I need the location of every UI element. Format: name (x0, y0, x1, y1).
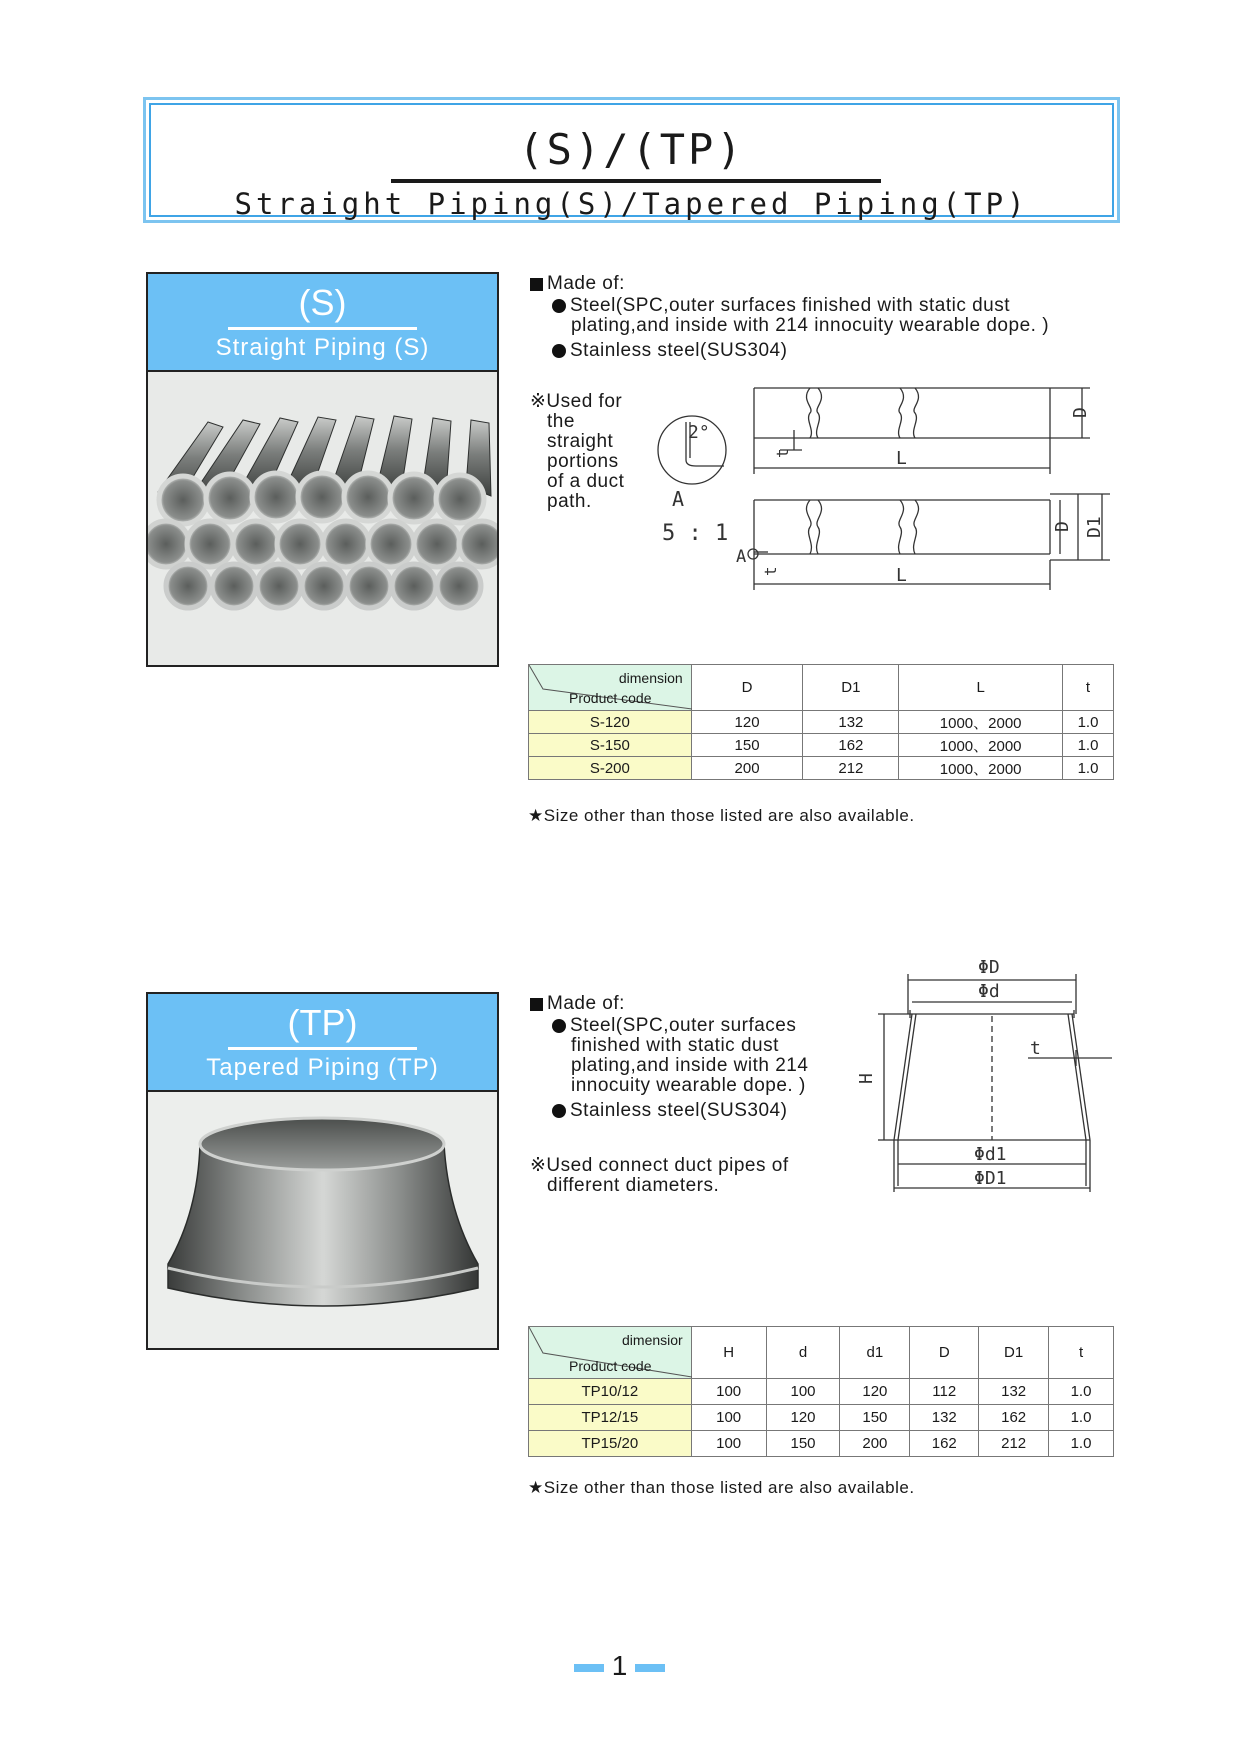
table-corner-s (529, 665, 692, 711)
dim-phi-d1-lower: Φd1 (974, 1144, 1007, 1165)
dim-phi-d-upper: ΦD (978, 957, 1000, 978)
corner-dimension-s: dimension (618, 670, 683, 686)
dim-d1: D1 (1084, 516, 1105, 538)
table-header: L (899, 665, 1063, 711)
page-title: (S)/(TP) (518, 125, 745, 174)
table-header: t (1063, 665, 1114, 711)
table-header: D1 (803, 665, 899, 711)
product-card-s-header (148, 274, 497, 372)
table-cell: 200 (840, 1431, 910, 1457)
table-cell: 112 (910, 1379, 979, 1405)
table-row (529, 1405, 1114, 1431)
size-note-s: ★Size other than those listed are also available. (528, 806, 915, 825)
dim-t-2: t (761, 566, 780, 576)
material-tp-1d: innocuity wearable dope. ) (571, 1075, 806, 1096)
corner-product-s: Product code (569, 690, 652, 706)
table-row (529, 757, 1114, 780)
title-banner-inner (149, 103, 1114, 221)
dim-h: H (856, 1073, 877, 1084)
product-code-cell: S-200 (529, 757, 692, 780)
materials-s (530, 274, 1130, 361)
material-tp-1a: Steel(SPC,outer surfaces (570, 1015, 797, 1036)
material-tp-1c: plating,and inside with 214 (571, 1055, 809, 1076)
tapered-pipe-photo (148, 1092, 497, 1348)
table-cell: 200 (691, 757, 803, 780)
marker-a: A (736, 547, 747, 567)
page-bar-right (635, 1664, 665, 1672)
usage-tp (530, 1156, 850, 1196)
table-cell: 100 (691, 1405, 766, 1431)
table-row (529, 1379, 1114, 1405)
square-bullet-icon (530, 998, 543, 1011)
bullet-icon (552, 1019, 566, 1033)
bullet-icon (552, 299, 566, 313)
made-of-label-tp: Made of: (547, 993, 625, 1014)
table-cell: 150 (766, 1431, 840, 1457)
product-name-tp: Tapered Piping (TP) (206, 1054, 439, 1081)
table-cell: 150 (691, 734, 803, 757)
dim-d-2: D (1052, 521, 1073, 532)
product-code-cell: TP10/12 (529, 1379, 692, 1405)
title-banner (143, 97, 1120, 223)
materials-tp (530, 994, 850, 1121)
usage-s-3: straight (547, 431, 614, 452)
table-cell: 132 (979, 1379, 1049, 1405)
page-footer (0, 1650, 1239, 1682)
table-cell: 100 (691, 1379, 766, 1405)
product-code-tp: (TP) (287, 1002, 358, 1043)
usage-s-2: the (547, 411, 575, 432)
card-rule (228, 327, 417, 330)
table-cell: 1.0 (1049, 1379, 1114, 1405)
usage-tp-1: ※Used connect duct pipes of (530, 1155, 789, 1176)
table-cell: 132 (803, 711, 899, 734)
table-row (529, 711, 1114, 734)
table-cell: 132 (910, 1405, 979, 1431)
scale-label: 5 : 1 (662, 521, 729, 546)
tapered-piping-drawing (850, 954, 1120, 1204)
table-cell: 212 (979, 1431, 1049, 1457)
table-cell: 120 (840, 1379, 910, 1405)
table-cell: 1000、2000 (899, 757, 1063, 780)
square-bullet-icon (530, 278, 543, 291)
material-s-1a: Steel(SPC,outer surfaces finished with static dust (570, 295, 1011, 316)
page-number: 1 (611, 1650, 628, 1681)
material-s-2: Stainless steel(SUS304) (570, 340, 788, 361)
title-rule (391, 179, 881, 183)
usage-s-4: portions (547, 451, 619, 472)
product-name-s: Straight Piping (S) (215, 334, 430, 361)
dim-phi-d1-upper: ΦD1 (974, 1168, 1007, 1189)
table-cell: 120 (691, 711, 803, 734)
dim-t-tp: t (1030, 1038, 1041, 1059)
size-note-tp: ★Size other than those listed are also available. (528, 1478, 915, 1497)
table-cell: 1.0 (1063, 734, 1114, 757)
dim-phi-d-lower: Φd (978, 981, 1000, 1002)
product-card-tp-header (148, 994, 497, 1092)
angle-label: 2° (688, 422, 710, 443)
material-s-1b: plating,and inside with 214 innocuity wearable dope. ) (571, 315, 1050, 336)
dim-l-1: L (896, 448, 907, 469)
table-cell: 1000、2000 (899, 734, 1063, 757)
detail-label: A (672, 487, 685, 511)
page-subtitle: Straight Piping(S)/Tapered Piping(TP) (234, 187, 1029, 221)
spec-table-tp (528, 1326, 1114, 1457)
table-cell: 162 (910, 1431, 979, 1457)
table-header: D (910, 1327, 979, 1379)
table-header: d1 (840, 1327, 910, 1379)
table-cell: 100 (691, 1431, 766, 1457)
straight-piping-drawing (650, 378, 1120, 598)
table-header: D1 (979, 1327, 1049, 1379)
table-header: t (1049, 1327, 1114, 1379)
table-corner-tp (529, 1327, 692, 1379)
material-tp-1b: finished with static dust (571, 1035, 779, 1056)
table-cell: 1000、2000 (899, 711, 1063, 734)
usage-s-1: ※Used for (530, 391, 623, 412)
table-cell: 120 (766, 1405, 840, 1431)
usage-s (530, 392, 670, 512)
table-row (529, 1431, 1114, 1457)
spec-table-s (528, 664, 1114, 780)
product-card-s (146, 272, 499, 667)
material-tp-2: Stainless steel(SUS304) (570, 1100, 788, 1121)
table-cell: 1.0 (1049, 1431, 1114, 1457)
dim-d-1: D (1070, 407, 1091, 418)
product-code-s: (S) (298, 282, 347, 323)
table-cell: 212 (803, 757, 899, 780)
dim-l-2: L (896, 565, 907, 586)
card-rule (228, 1047, 417, 1050)
straight-pipes-photo (148, 372, 497, 665)
usage-s-5: of a duct (547, 471, 625, 492)
bullet-icon (552, 344, 566, 358)
usage-s-6: path. (547, 491, 592, 512)
table-cell: 100 (766, 1379, 840, 1405)
table-cell: 1.0 (1063, 711, 1114, 734)
corner-dimension-tp: dimensior (622, 1332, 683, 1348)
table-cell: 150 (840, 1405, 910, 1431)
table-cell: 1.0 (1049, 1405, 1114, 1431)
table-cell: 1.0 (1063, 757, 1114, 780)
corner-product-tp: Product code (569, 1358, 652, 1374)
product-card-tp (146, 992, 499, 1350)
table-cell: 162 (803, 734, 899, 757)
table-cell: 162 (979, 1405, 1049, 1431)
product-code-cell: S-150 (529, 734, 692, 757)
product-code-cell: S-120 (529, 711, 692, 734)
table-row (529, 734, 1114, 757)
usage-tp-2: different diameters. (547, 1175, 720, 1196)
page-bar-left (574, 1664, 604, 1672)
table-header: H (691, 1327, 766, 1379)
product-code-cell: TP15/20 (529, 1431, 692, 1457)
product-code-cell: TP12/15 (529, 1405, 692, 1431)
made-of-label-s: Made of: (547, 273, 625, 294)
table-header: d (766, 1327, 840, 1379)
dim-t-1: t (773, 448, 792, 458)
table-header: D (691, 665, 803, 711)
bullet-icon (552, 1104, 566, 1118)
